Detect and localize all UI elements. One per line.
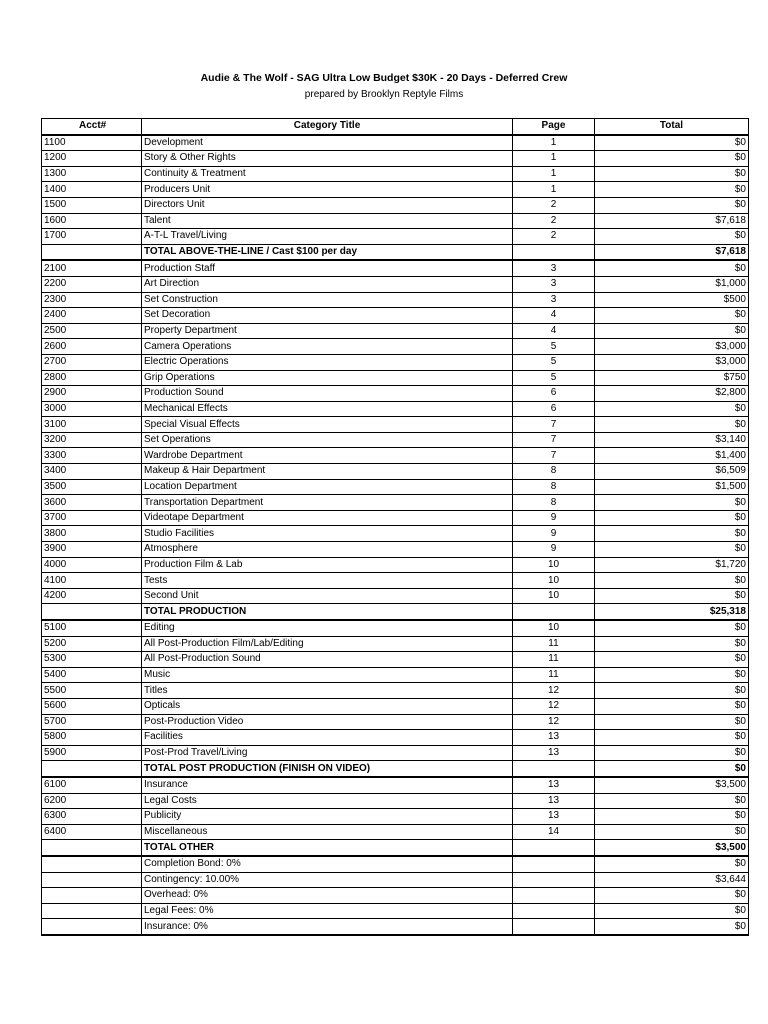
subtotal-row <box>42 840 749 856</box>
page-cell: 7 <box>513 417 595 433</box>
category-title-cell: Publicity <box>142 809 513 825</box>
acct-cell: 3400 <box>42 464 142 480</box>
table-row <box>42 793 749 809</box>
total-cell: $0 <box>595 809 749 825</box>
total-cell: $6,509 <box>595 464 749 480</box>
table-row <box>42 824 749 840</box>
table-row <box>42 636 749 652</box>
page-cell <box>513 888 595 904</box>
table-row <box>42 448 749 464</box>
acct-cell: 5800 <box>42 730 142 746</box>
category-title-cell: Development <box>142 135 513 151</box>
page-cell: 9 <box>513 510 595 526</box>
table-row <box>42 260 749 276</box>
acct-cell: 5400 <box>42 667 142 683</box>
page-cell: 11 <box>513 667 595 683</box>
total-cell: $25,318 <box>595 604 749 620</box>
acct-cell: 4100 <box>42 573 142 589</box>
table-row <box>42 401 749 417</box>
category-title-cell: Production Staff <box>142 260 513 276</box>
category-title-cell: A-T-L Travel/Living <box>142 229 513 245</box>
total-cell: $0 <box>595 542 749 558</box>
page-cell: 1 <box>513 151 595 167</box>
column-header-acct: Acct# <box>42 119 142 135</box>
total-cell: $7,618 <box>595 213 749 229</box>
acct-cell: 5500 <box>42 683 142 699</box>
category-title-cell: Facilities <box>142 730 513 746</box>
table-row <box>42 903 749 919</box>
total-cell: $0 <box>595 229 749 245</box>
total-cell: $0 <box>595 620 749 636</box>
page-cell: 10 <box>513 573 595 589</box>
table-row <box>42 135 749 151</box>
acct-cell <box>42 840 142 856</box>
category-title-cell: Second Unit <box>142 588 513 604</box>
acct-cell <box>42 761 142 777</box>
page-cell: 3 <box>513 292 595 308</box>
total-cell: $0 <box>595 667 749 683</box>
table-row <box>42 229 749 245</box>
page-cell: 5 <box>513 354 595 370</box>
table-row <box>42 197 749 213</box>
total-cell: $0 <box>595 824 749 840</box>
table-row <box>42 166 749 182</box>
category-title-cell: Location Department <box>142 479 513 495</box>
page-cell: 14 <box>513 824 595 840</box>
category-title-cell: Music <box>142 667 513 683</box>
table-row <box>42 542 749 558</box>
table-row <box>42 276 749 292</box>
total-cell: $0 <box>595 323 749 339</box>
table-row <box>42 432 749 448</box>
total-cell: $0 <box>595 417 749 433</box>
acct-cell: 2100 <box>42 260 142 276</box>
category-title-cell: Production Film & Lab <box>142 557 513 573</box>
acct-cell: 3700 <box>42 510 142 526</box>
total-cell: $0 <box>595 698 749 714</box>
total-cell: $0 <box>595 495 749 511</box>
table-row <box>42 213 749 229</box>
category-title-cell: TOTAL OTHER <box>142 840 513 856</box>
page-cell <box>513 919 595 935</box>
acct-cell <box>42 919 142 935</box>
table-row <box>42 730 749 746</box>
category-title-cell: Tests <box>142 573 513 589</box>
acct-cell: 2500 <box>42 323 142 339</box>
category-title-cell: Property Department <box>142 323 513 339</box>
document-title: Audie & The Wolf - SAG Ultra Low Budget $30K - 20 Days - Deferred Crew <box>200 72 568 84</box>
table-row <box>42 809 749 825</box>
total-cell: $0 <box>595 714 749 730</box>
category-title-cell: Legal Fees: 0% <box>142 903 513 919</box>
page-cell: 4 <box>513 308 595 324</box>
acct-cell: 6100 <box>42 777 142 793</box>
table-row <box>42 919 749 935</box>
total-cell: $0 <box>595 260 749 276</box>
total-cell: $0 <box>595 730 749 746</box>
table-row <box>42 308 749 324</box>
category-title-cell: Wardrobe Department <box>142 448 513 464</box>
column-header-category-title: Category Title <box>142 119 513 135</box>
category-title-cell: Story & Other Rights <box>142 151 513 167</box>
total-cell: $0 <box>595 401 749 417</box>
acct-cell <box>42 856 142 872</box>
table-row <box>42 620 749 636</box>
page-cell <box>513 856 595 872</box>
total-cell: $0 <box>595 526 749 542</box>
total-cell: $7,618 <box>595 244 749 260</box>
acct-cell: 1100 <box>42 135 142 151</box>
acct-cell: 4200 <box>42 588 142 604</box>
total-cell: $3,500 <box>595 840 749 856</box>
acct-cell: 5200 <box>42 636 142 652</box>
category-title-cell: Art Direction <box>142 276 513 292</box>
category-title-cell: Completion Bond: 0% <box>142 856 513 872</box>
acct-cell: 1300 <box>42 166 142 182</box>
table-row <box>42 323 749 339</box>
page-cell: 3 <box>513 276 595 292</box>
category-title-cell: Insurance: 0% <box>142 919 513 935</box>
total-cell: $0 <box>595 636 749 652</box>
page-cell: 10 <box>513 557 595 573</box>
category-title-cell: Studio Facilities <box>142 526 513 542</box>
table-row <box>42 872 749 888</box>
table-row <box>42 182 749 198</box>
total-cell: $3,500 <box>595 777 749 793</box>
page-cell: 7 <box>513 448 595 464</box>
acct-cell: 5300 <box>42 652 142 668</box>
acct-cell <box>42 244 142 260</box>
total-cell: $3,644 <box>595 872 749 888</box>
page-cell <box>513 872 595 888</box>
category-title-cell: Miscellaneous <box>142 824 513 840</box>
subtotal-row <box>42 761 749 777</box>
category-title-cell: Continuity & Treatment <box>142 166 513 182</box>
table-row <box>42 495 749 511</box>
column-header-page: Page <box>513 119 595 135</box>
total-cell: $0 <box>595 166 749 182</box>
table-row <box>42 464 749 480</box>
acct-cell <box>42 872 142 888</box>
table-row <box>42 652 749 668</box>
category-title-cell: Set Decoration <box>142 308 513 324</box>
table-row <box>42 151 749 167</box>
page-cell: 2 <box>513 229 595 245</box>
total-cell: $1,000 <box>595 276 749 292</box>
acct-cell <box>42 604 142 620</box>
table-row <box>42 683 749 699</box>
subtotal-row <box>42 244 749 260</box>
page-cell <box>513 244 595 260</box>
document-subtitle: prepared by Brooklyn Reptyle Films <box>304 89 464 100</box>
acct-cell: 1200 <box>42 151 142 167</box>
budget-table-body <box>42 135 749 935</box>
page-cell: 2 <box>513 197 595 213</box>
page-cell: 6 <box>513 386 595 402</box>
category-title-cell: Contingency: 10.00% <box>142 872 513 888</box>
table-row <box>42 370 749 386</box>
category-title-cell: Titles <box>142 683 513 699</box>
page-cell: 13 <box>513 745 595 761</box>
category-title-cell: Insurance <box>142 777 513 793</box>
table-row <box>42 777 749 793</box>
table-row <box>42 888 749 904</box>
category-title-cell: Videotape Department <box>142 510 513 526</box>
acct-cell: 2700 <box>42 354 142 370</box>
category-title-cell: Transportation Department <box>142 495 513 511</box>
acct-cell: 2600 <box>42 339 142 355</box>
table-row <box>42 856 749 872</box>
acct-cell: 4000 <box>42 557 142 573</box>
total-cell: $0 <box>595 151 749 167</box>
category-title-cell: TOTAL PRODUCTION <box>142 604 513 620</box>
acct-cell <box>42 888 142 904</box>
category-title-cell: TOTAL POST PRODUCTION (FINISH ON VIDEO) <box>142 761 513 777</box>
page-cell <box>513 604 595 620</box>
total-cell: $0 <box>595 903 749 919</box>
page-cell: 13 <box>513 730 595 746</box>
page-cell: 2 <box>513 213 595 229</box>
acct-cell: 2400 <box>42 308 142 324</box>
page-cell: 7 <box>513 432 595 448</box>
category-title-cell: Set Operations <box>142 432 513 448</box>
category-title-cell: Makeup & Hair Department <box>142 464 513 480</box>
table-row <box>42 698 749 714</box>
total-cell: $0 <box>595 510 749 526</box>
acct-cell: 3100 <box>42 417 142 433</box>
category-title-cell: Post-Prod Travel/Living <box>142 745 513 761</box>
category-title-cell: Legal Costs <box>142 793 513 809</box>
acct-cell: 3300 <box>42 448 142 464</box>
page-cell: 6 <box>513 401 595 417</box>
acct-cell: 2800 <box>42 370 142 386</box>
page-cell <box>513 903 595 919</box>
total-cell: $3,000 <box>595 354 749 370</box>
page-cell <box>513 761 595 777</box>
budget-table <box>41 118 749 936</box>
table-row <box>42 386 749 402</box>
total-cell: $0 <box>595 652 749 668</box>
acct-cell: 5100 <box>42 620 142 636</box>
category-title-cell: Production Sound <box>142 386 513 402</box>
acct-cell: 5600 <box>42 698 142 714</box>
total-cell: $750 <box>595 370 749 386</box>
table-row <box>42 510 749 526</box>
category-title-cell: Post-Production Video <box>142 714 513 730</box>
page-cell: 3 <box>513 260 595 276</box>
category-title-cell: Opticals <box>142 698 513 714</box>
column-header-total: Total <box>595 119 749 135</box>
acct-cell: 3000 <box>42 401 142 417</box>
page-cell: 13 <box>513 809 595 825</box>
category-title-cell: Set Construction <box>142 292 513 308</box>
page-cell: 12 <box>513 698 595 714</box>
page-cell: 5 <box>513 339 595 355</box>
total-cell: $0 <box>595 888 749 904</box>
category-title-cell: Directors Unit <box>142 197 513 213</box>
total-cell: $0 <box>595 197 749 213</box>
total-cell: $0 <box>595 308 749 324</box>
category-title-cell: Atmosphere <box>142 542 513 558</box>
category-title-cell: TOTAL ABOVE-THE-LINE / Cast $100 per day <box>142 244 513 260</box>
page-cell <box>513 840 595 856</box>
category-title-cell: Editing <box>142 620 513 636</box>
total-cell: $0 <box>595 573 749 589</box>
acct-cell: 2300 <box>42 292 142 308</box>
table-row <box>42 417 749 433</box>
acct-cell: 1500 <box>42 197 142 213</box>
subtotal-row <box>42 604 749 620</box>
category-title-cell: Producers Unit <box>142 182 513 198</box>
acct-cell: 6200 <box>42 793 142 809</box>
table-row <box>42 745 749 761</box>
acct-cell: 3500 <box>42 479 142 495</box>
total-cell: $3,140 <box>595 432 749 448</box>
acct-cell: 3800 <box>42 526 142 542</box>
page-cell: 1 <box>513 166 595 182</box>
acct-cell <box>42 903 142 919</box>
page-cell: 12 <box>513 714 595 730</box>
acct-cell: 2900 <box>42 386 142 402</box>
category-title-cell: All Post-Production Sound <box>142 652 513 668</box>
acct-cell: 3200 <box>42 432 142 448</box>
table-row <box>42 557 749 573</box>
acct-cell: 1600 <box>42 213 142 229</box>
table-header-row <box>42 119 749 135</box>
total-cell: $1,500 <box>595 479 749 495</box>
page-cell: 1 <box>513 182 595 198</box>
category-title-cell: Grip Operations <box>142 370 513 386</box>
total-cell: $1,720 <box>595 557 749 573</box>
total-cell: $2,800 <box>595 386 749 402</box>
page-cell: 1 <box>513 135 595 151</box>
page-cell: 8 <box>513 464 595 480</box>
acct-cell: 6400 <box>42 824 142 840</box>
table-row <box>42 479 749 495</box>
page-cell: 9 <box>513 542 595 558</box>
page-cell: 10 <box>513 620 595 636</box>
acct-cell: 3900 <box>42 542 142 558</box>
category-title-cell: Mechanical Effects <box>142 401 513 417</box>
page-cell: 5 <box>513 370 595 386</box>
table-row <box>42 573 749 589</box>
total-cell: $0 <box>595 761 749 777</box>
table-row <box>42 339 749 355</box>
category-title-cell: All Post-Production Film/Lab/Editing <box>142 636 513 652</box>
table-row <box>42 588 749 604</box>
category-title-cell: Special Visual Effects <box>142 417 513 433</box>
acct-cell: 1700 <box>42 229 142 245</box>
total-cell: $0 <box>595 745 749 761</box>
page-cell: 12 <box>513 683 595 699</box>
acct-cell: 1400 <box>42 182 142 198</box>
page-cell: 4 <box>513 323 595 339</box>
total-cell: $0 <box>595 135 749 151</box>
category-title-cell: Camera Operations <box>142 339 513 355</box>
table-row <box>42 526 749 542</box>
acct-cell: 6300 <box>42 809 142 825</box>
total-cell: $0 <box>595 793 749 809</box>
acct-cell: 5700 <box>42 714 142 730</box>
page-cell: 8 <box>513 495 595 511</box>
page-cell: 9 <box>513 526 595 542</box>
table-row <box>42 354 749 370</box>
category-title-cell: Electric Operations <box>142 354 513 370</box>
acct-cell: 3600 <box>42 495 142 511</box>
total-cell: $1,400 <box>595 448 749 464</box>
table-row <box>42 667 749 683</box>
page-cell: 11 <box>513 652 595 668</box>
total-cell: $0 <box>595 856 749 872</box>
page-cell: 10 <box>513 588 595 604</box>
acct-cell: 5900 <box>42 745 142 761</box>
total-cell: $0 <box>595 919 749 935</box>
total-cell: $0 <box>595 683 749 699</box>
page-cell: 8 <box>513 479 595 495</box>
category-title-cell: Talent <box>142 213 513 229</box>
total-cell: $3,000 <box>595 339 749 355</box>
table-row <box>42 714 749 730</box>
acct-cell: 2200 <box>42 276 142 292</box>
page-cell: 13 <box>513 777 595 793</box>
total-cell: $0 <box>595 588 749 604</box>
table-row <box>42 292 749 308</box>
page-cell: 11 <box>513 636 595 652</box>
category-title-cell: Overhead: 0% <box>142 888 513 904</box>
total-cell: $500 <box>595 292 749 308</box>
total-cell: $0 <box>595 182 749 198</box>
page-cell: 13 <box>513 793 595 809</box>
